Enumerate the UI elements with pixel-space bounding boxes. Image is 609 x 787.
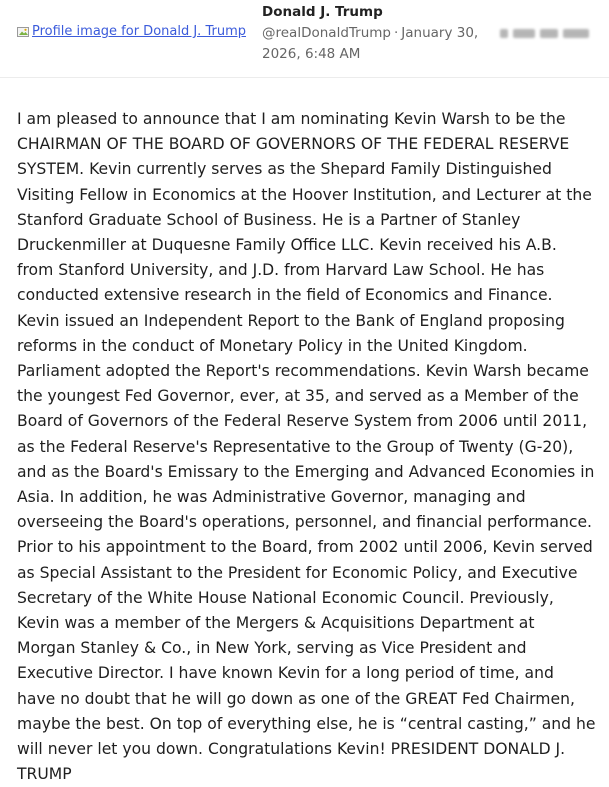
post-body-text: I am pleased to announce that I am nominating Kevin Warsh to be the CHAIRMAN OF THE BOARD OF GOVERNORS OF THE FEDERAL RESERVE SYSTEM. Kevin currently serves as the Shepard Family Distinguished Visiting Fellow in Economics at the Hoover Institution, and Lecturer at the Stanford Graduate School of Business. He is a Partner of Stanley Druckenmiller at Duquesne Family Office LLC. Kevin received his A.B. from Stanford University, and J.D. from Harvard Law School. He has conducted extensive research in the field of Economics and Finance. Kevin issued an Independent Report to the Bank of England proposing reforms in the conduct of Monetary Policy in the United Kingdom. Parliament adopted the Report's recommendations. Kevin Warsh became the youngest Fed Governor, ever, at 35, and served as a Member of the Board of Governors of the Federal Reserve System from 2006 until 2011, as the Federal Reserve's Representative to the Group of Twenty (G-20), and as the Board's Emissary to the Emerging and Advanced Economies in Asia. In addition, he was Administrative Governor, managing and overseeing the Board's operations, personnel, and financial performance. Prior to his appointment to the Board, from 2002 until 2006, Kevin served as Special Assistant to the President for Economic Policy, and Executive Secretary of the White House National Economic Council. Previously, Kevin was a member of the Mergers & Acquisitions Department at Morgan Stanley & Co., in New York, serving as Vice President and Executive Director. I have known Kevin for a long period of time, and have no doubt that he will go down as one of the GREAT Fed Chairmen, maybe the best. On top of everything else, he is “central casting,” and he will never let you down. Congratulations Kevin! PRESIDENT DONALD J. TRUMP bbox=[17, 110, 596, 784]
author-block bbox=[262, 4, 492, 65]
broken-image-icon bbox=[17, 26, 30, 38]
profile-image-alt-text: Profile image for Donald J. Trump bbox=[32, 24, 246, 39]
post-meta bbox=[262, 23, 492, 65]
blurred-badge bbox=[500, 26, 595, 40]
author-handle[interactable]: @realDonaldTrump bbox=[262, 25, 391, 41]
post-timestamp[interactable]: January 30, 2026, 6:48 AM bbox=[262, 25, 479, 62]
profile-image-link[interactable] bbox=[17, 24, 249, 39]
meta-separator: · bbox=[393, 25, 399, 41]
post-header bbox=[0, 0, 609, 78]
author-name[interactable]: Donald J. Trump bbox=[262, 4, 383, 20]
